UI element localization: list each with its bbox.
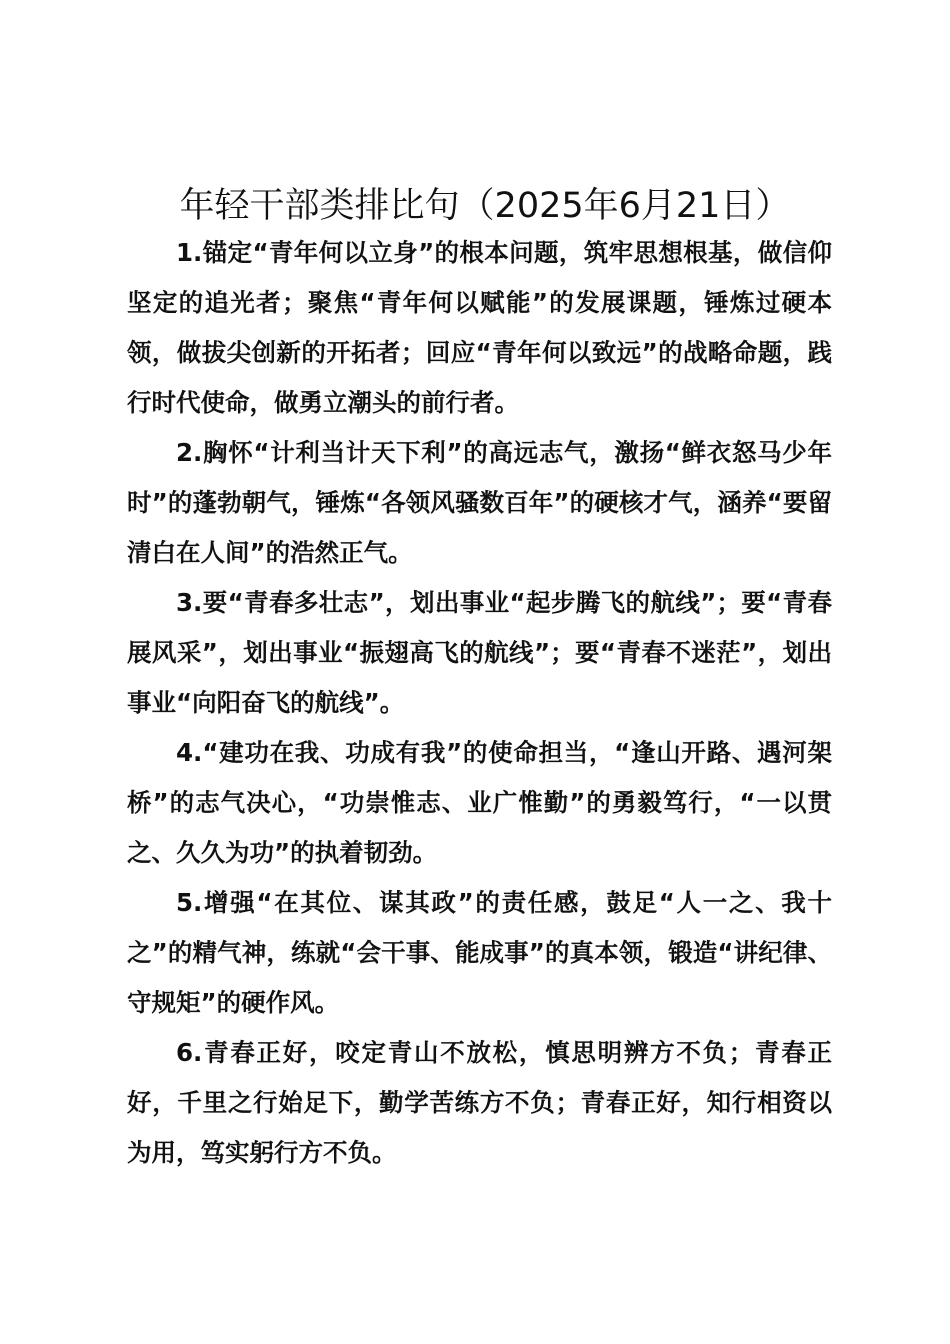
- document-body: [127, 228, 832, 1178]
- paragraph-6: 6.青春正好，咬定青山不放松，慎思明辨方不负；青春正好，千里之行始足下，勤学苦练方不负；青春正好，知行相资以为用，笃实躬行方不负。: [127, 1038, 832, 1167]
- paragraph-4: 4.“建功在我、功成有我”的使命担当，“逢山开路、遇河架桥”的志气决心，“功崇惟志、业广惟勤”的勇毅笃行，“一以贯之、久久为功”的执着韧劲。: [127, 738, 832, 867]
- paragraph-3: 3.要“青春多壮志”，划出事业“起步腾飞的航线”；要“青春展风采”，划出事业“振翅高飞的航线”；要“青春不迷茫”，划出事业“向阳奋飞的航线”。: [127, 588, 832, 717]
- document-title: 年轻干部类排比句（2025年6月21日）: [179, 186, 791, 226]
- paragraph-5: 5.增强“在其位、谋其政”的责任感，鼓足“人一之、我十之”的精气神，练就“会干事、能成事”的真本领，锻造“讲纪律、守规矩”的硬作风。: [127, 888, 832, 1017]
- paragraph-2: 2.胸怀“计利当计天下利”的高远志气，激扬“鲜衣怒马少年时”的蓬勃朝气，锤炼“各领风骚数百年”的硬核才气，涵养“要留清白在人间”的浩然正气。: [127, 438, 832, 567]
- paragraph-1: 1.锚定“青年何以立身”的根本问题，筑牢思想根基，做信仰坚定的追光者；聚焦“青年何以赋能”的发展课题，锤炼过硬本领，做拔尖创新的开拓者；回应“青年何以致远”的战略命题，践行时代使命，做勇立潮头的前行者。: [127, 238, 832, 417]
